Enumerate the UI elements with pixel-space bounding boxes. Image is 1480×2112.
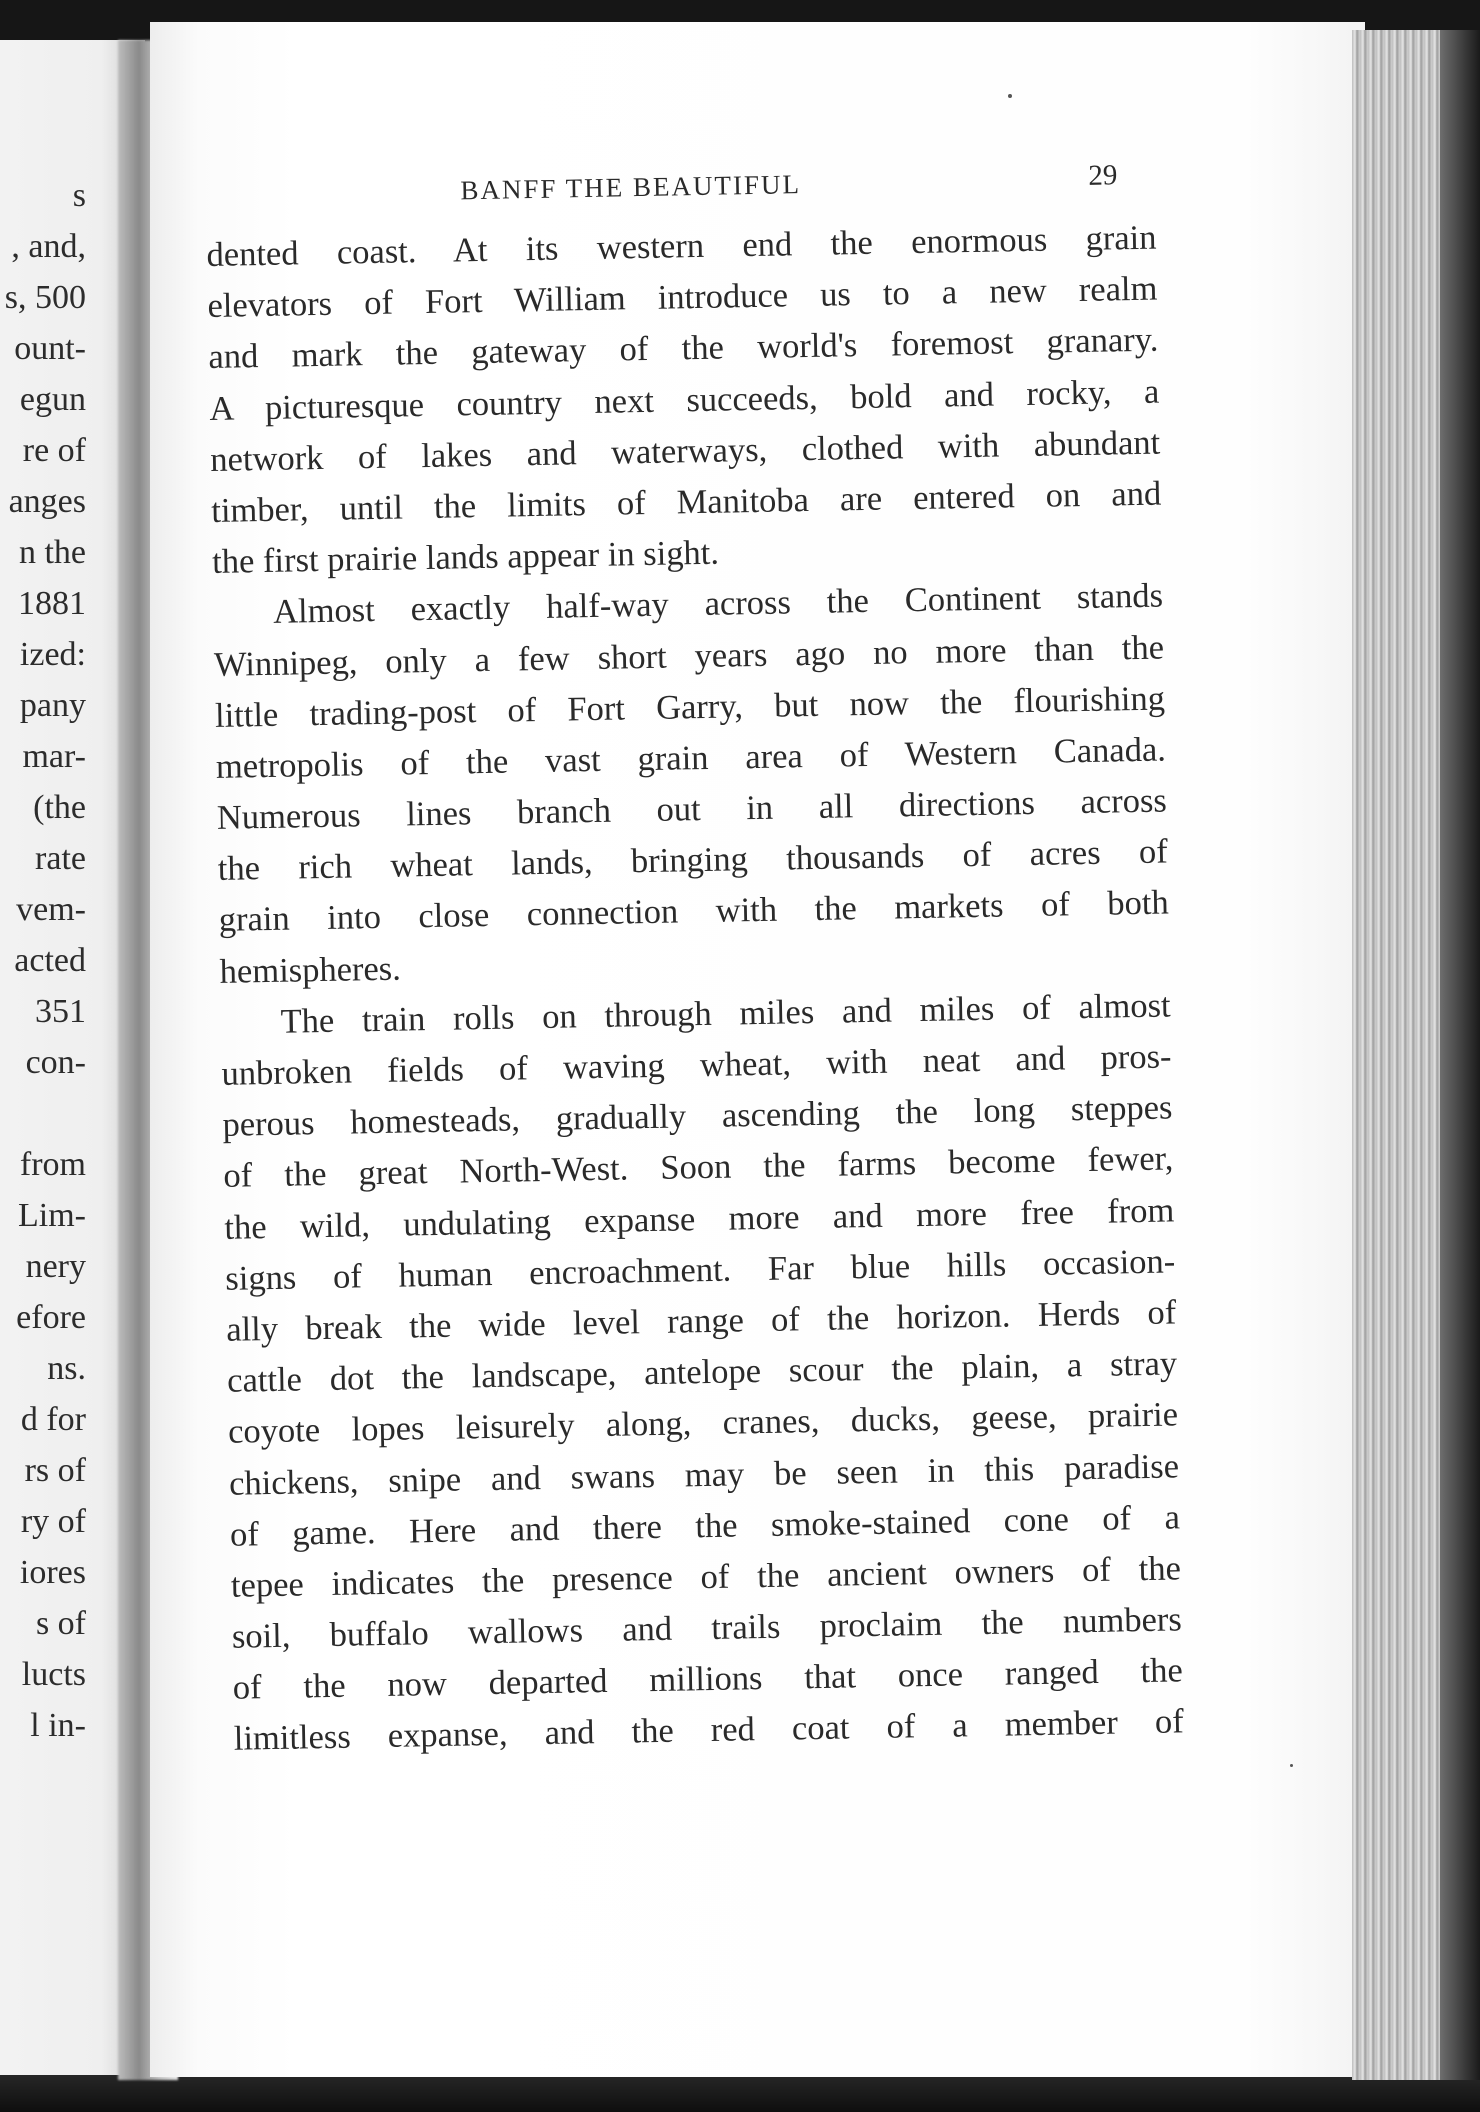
- left-page-line: , and,: [11, 228, 86, 265]
- text-line: hemispheres.: [219, 949, 402, 991]
- page-text-block: [205, 151, 1184, 1766]
- left-page-line: nery: [25, 1248, 86, 1285]
- paper-speck: [1290, 1764, 1293, 1767]
- text-line: dented coast. At its western end the enormous grain: [206, 218, 1157, 274]
- left-page-line: ry of: [20, 1503, 86, 1540]
- left-page-line: mar-: [22, 738, 86, 775]
- running-head-title: BANFF THE BEAUTIFUL: [460, 169, 802, 206]
- text-line: cattle dot the landscape, antelope scour the plain, a stray: [226, 1344, 1178, 1400]
- text-line: the rich wheat lands, bringing thousands of acres of: [217, 832, 1169, 889]
- text-line: chickens, snipe and swans may be seen in this paradise: [228, 1446, 1180, 1503]
- left-page-line: d for: [20, 1401, 86, 1438]
- text-line: Numerous lines branch out in all directions across: [216, 781, 1168, 837]
- left-page-line: ns.: [47, 1350, 86, 1387]
- text-line: ally break the wide level range of the horizon. Herds of: [225, 1293, 1177, 1349]
- text-line: of game. Here and there the smoke-stained cone of a: [229, 1498, 1181, 1554]
- text-line: Almost exactly half-way across the Continent stands: [272, 576, 1164, 632]
- text-line: of the great North-West. Soon the farms become fewer,: [223, 1139, 1174, 1196]
- text-line: grain into close connection with the markets of both: [218, 883, 1169, 940]
- left-page-line: l in-: [30, 1707, 86, 1744]
- left-page-line: 1881: [18, 585, 86, 622]
- left-page-line: s of: [35, 1605, 86, 1642]
- text-line: soil, buffalo wallows and trails proclaim the numbers: [231, 1600, 1183, 1656]
- paper-speck: [1008, 94, 1012, 98]
- left-page-line: s: [72, 177, 86, 214]
- left-page-line: (the: [33, 789, 86, 826]
- text-line: and mark the gateway of the world's foremost granary.: [208, 320, 1159, 377]
- text-line: perous homesteads, gradually ascending the long steppes: [222, 1088, 1173, 1145]
- left-page-line: from: [19, 1146, 86, 1183]
- left-page-line: lucts: [21, 1656, 86, 1693]
- left-page-line: s, 500: [4, 279, 86, 316]
- text-line: coyote lopes leisurely along, cranes, ducks, geese, prairie: [227, 1395, 1179, 1452]
- left-page-line: vem-: [16, 891, 86, 928]
- left-page-line: re of: [22, 432, 86, 469]
- left-page-line: acted: [14, 942, 86, 979]
- text-line: Winnipeg, only a few short years ago no more than the: [213, 628, 1165, 684]
- page-number: 29: [1087, 159, 1118, 192]
- text-line: little trading-post of Fort Garry, but now the flourishing: [214, 679, 1166, 735]
- text-line: limitless expanse, and the red coat of a member of: [233, 1702, 1184, 1759]
- left-page-line: rs of: [24, 1452, 86, 1489]
- left-page-line: anges: [8, 483, 86, 520]
- text-line: metropolis of the vast grain area of Western Canada.: [215, 730, 1167, 786]
- text-line: timber, until the limits of Manitoba are entered on and: [210, 474, 1162, 530]
- text-line: of the now departed millions that once ranged the: [232, 1651, 1184, 1707]
- left-page-line: [0, 1088, 86, 1139]
- text-line: the wild, undulating expanse more and more free from: [224, 1190, 1175, 1247]
- text-line: network of lakes and waterways, clothed with abundant: [209, 423, 1161, 479]
- left-page-line: n the: [18, 534, 86, 571]
- text-line: the first prairie lands appear in sight.: [211, 533, 720, 582]
- body-text: [206, 213, 1184, 1766]
- text-line: The train rolls on through miles and miles of almost: [280, 986, 1171, 1041]
- left-page-line: con-: [25, 1044, 86, 1081]
- text-line: signs of human encroachment. Far blue hills occasion-: [225, 1242, 1176, 1298]
- text-line: elevators of Fort William introduce us to a new realm: [207, 269, 1158, 326]
- left-page-line: iores: [19, 1554, 86, 1591]
- text-line: A picturesque country next succeeds, bold and rocky, a: [209, 372, 1160, 428]
- left-page-line: ized:: [19, 636, 86, 673]
- left-page-line: ount-: [14, 330, 86, 367]
- left-page-line: efore: [16, 1299, 86, 1336]
- left-page-line: pany: [19, 687, 86, 724]
- left-page-text: [0, 170, 86, 1751]
- page-fore-edge-shadow: [1440, 30, 1480, 2080]
- text-line: unbroken fields of waving wheat, with neat and pros-: [221, 1037, 1172, 1093]
- left-page-line: rate: [35, 840, 86, 877]
- left-page-line: egun: [19, 381, 86, 418]
- left-page-line: Lim-: [18, 1197, 86, 1234]
- left-page-line: 351: [35, 993, 86, 1030]
- text-line: tepee indicates the presence of the ancient owners of the: [230, 1549, 1182, 1605]
